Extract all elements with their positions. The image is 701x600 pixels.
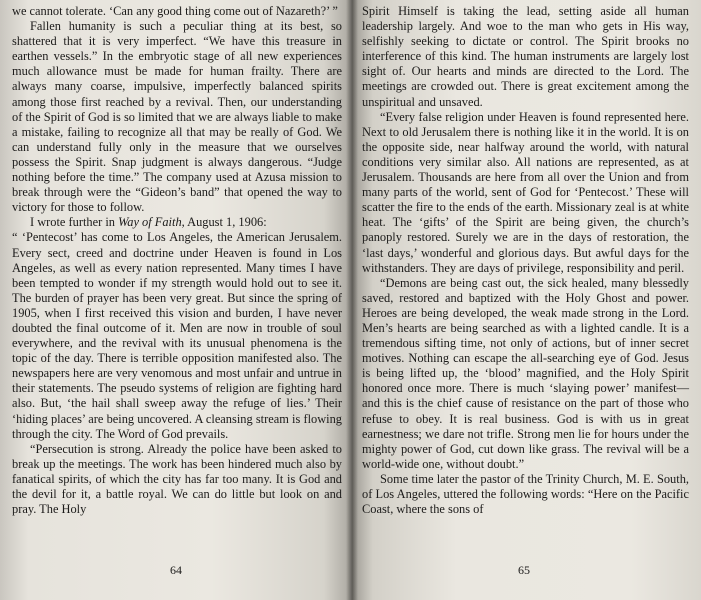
paragraph-right-3: “Demons are being cast out, the sick healed, many blessedly saved, restored and baptized with the Holy Ghost and power. Heroes are being developed, the weak made strong in the Lord. Men’s hearts are being searched as with a lighted candle. It is a tremendous sifting time, not only of actions, but of inner secret motives. Nothing can escape the all-searching eye of God. Jesus is being lifted up, the ‘blood’ magnified, and the Holy Spirit honored once more. There is much ‘slaying power’ manifest—and this is the chief cause of resistance on the part of those who refuse to obey. It is real business. God is with us in great earnestness; we dare not trifle. Strong men lie for hours under the mighty power of God, cut down like grass. The revival will be a world-wide one, without doubt.” (362, 275, 689, 471)
paragraph-right-2: “Every false religion under Heaven is found represented here. Next to old Jerusalem there is nothing like it in the world. It is on the opposite side, near halfway around the world, with natural conditions very similar also. All nations are represented, as at Jerusalem. Thousands are here from all over the Union and from many parts of the world, sent of God for ‘Pentecost.’ These will scatter the fire to the ends of the earth. Missionary zeal is at white heat. The ‘gifts’ of the Spirit are being given, the church’s panoply restored. Surely we are in the days of restoration, the ‘last days,’ wonderful and glorious days. But awful days for the withstanders. They are days of privilege, responsibility and peril. (362, 109, 689, 275)
paragraph-left-2: Fallen humanity is such a peculiar thing at its best, so shattered that it is very imperfect. “We have this treasure in earthen vessels.” In the embryotic stage of all new experiences much allowance must be made for human frailty. There are always many coarse, impulsive, imperfectly balanced spirits among those first reached by a revival. Then, our understanding of the Spirit of God is so limited that we are always liable to make a mistake, failing to recognize all that may be really of God. We can understand fully only in the measure that we ourselves possess the Spirit. Snap judgment is always dangerous. “Judge nothing before the time.” The company used at Azusa mission to break through were the “Gideon’s band” that opened the way to victory for those to follow. (12, 19, 342, 215)
paragraph-left-1: we cannot tolerate. ‘Can any good thing come out of Nazareth?’ ” (12, 4, 338, 18)
page-number-left: 64 (170, 562, 182, 577)
intro-date: August 1, 1906: (184, 215, 267, 230)
intro-text: I wrote further in (30, 215, 119, 230)
page-number-right: 65 (518, 562, 530, 577)
paragraph-left-3-quote: “ ‘Pentecost’ has come to Los Angeles, the American Jerusalem. Every sect, creed and doctrine under Heaven is found in Los Angeles, as well as every nation represented. Many times I have been tempted to wonder if my strength would hold out to see it. The burden of prayer has been very great. But since the spring of 1905, when I first received this vision and burden, I have never doubted the final outcome of it. Men are now in trouble of soul everywhere, and the revival with its unusual phenomena is the topic of the day. There is terrible opposition manifested also. The newspapers here are very venomous and most unfair and untrue in their statements. The pseudo systems of religion are fighting hard also. But, ‘the hail shall sweep away the refuge of lies.’ Their ‘hiding places’ are being uncovered. A cleansing stream is flowing through the city. The Word of God prevails. (12, 230, 342, 441)
right-page (352, 0, 701, 600)
paragraph-right-1: Spirit Himself is taking the lead, setting aside all human leadership largely. And woe to the man who gets in His way, selfishly seeking to dictate or control. The Spirit brooks no interference of this kind. The human instruments are largely lost sight of. Our hearts and minds are directed to the Lord. The meetings are crowded out. There is great excitement among the unspiritual and unsaved. (362, 4, 689, 109)
periodical-title: Way of Faith, (118, 215, 185, 230)
paragraph-right-4: Some time later the pastor of the Trinity Church, M. E. South, of Los Angeles, uttered the following words: “Here on the Pacific Coast, where the sons of (362, 471, 689, 517)
paragraph-left-3-intro (12, 215, 342, 230)
paragraph-left-4: “Persecution is strong. Already the police have been asked to break up the meetings. The work has been hindered much also by fanatical spirits, of which the city has far too many. It is God and the devil for it, a battle royal. We can do little but look on and pray. The Holy (12, 441, 342, 517)
